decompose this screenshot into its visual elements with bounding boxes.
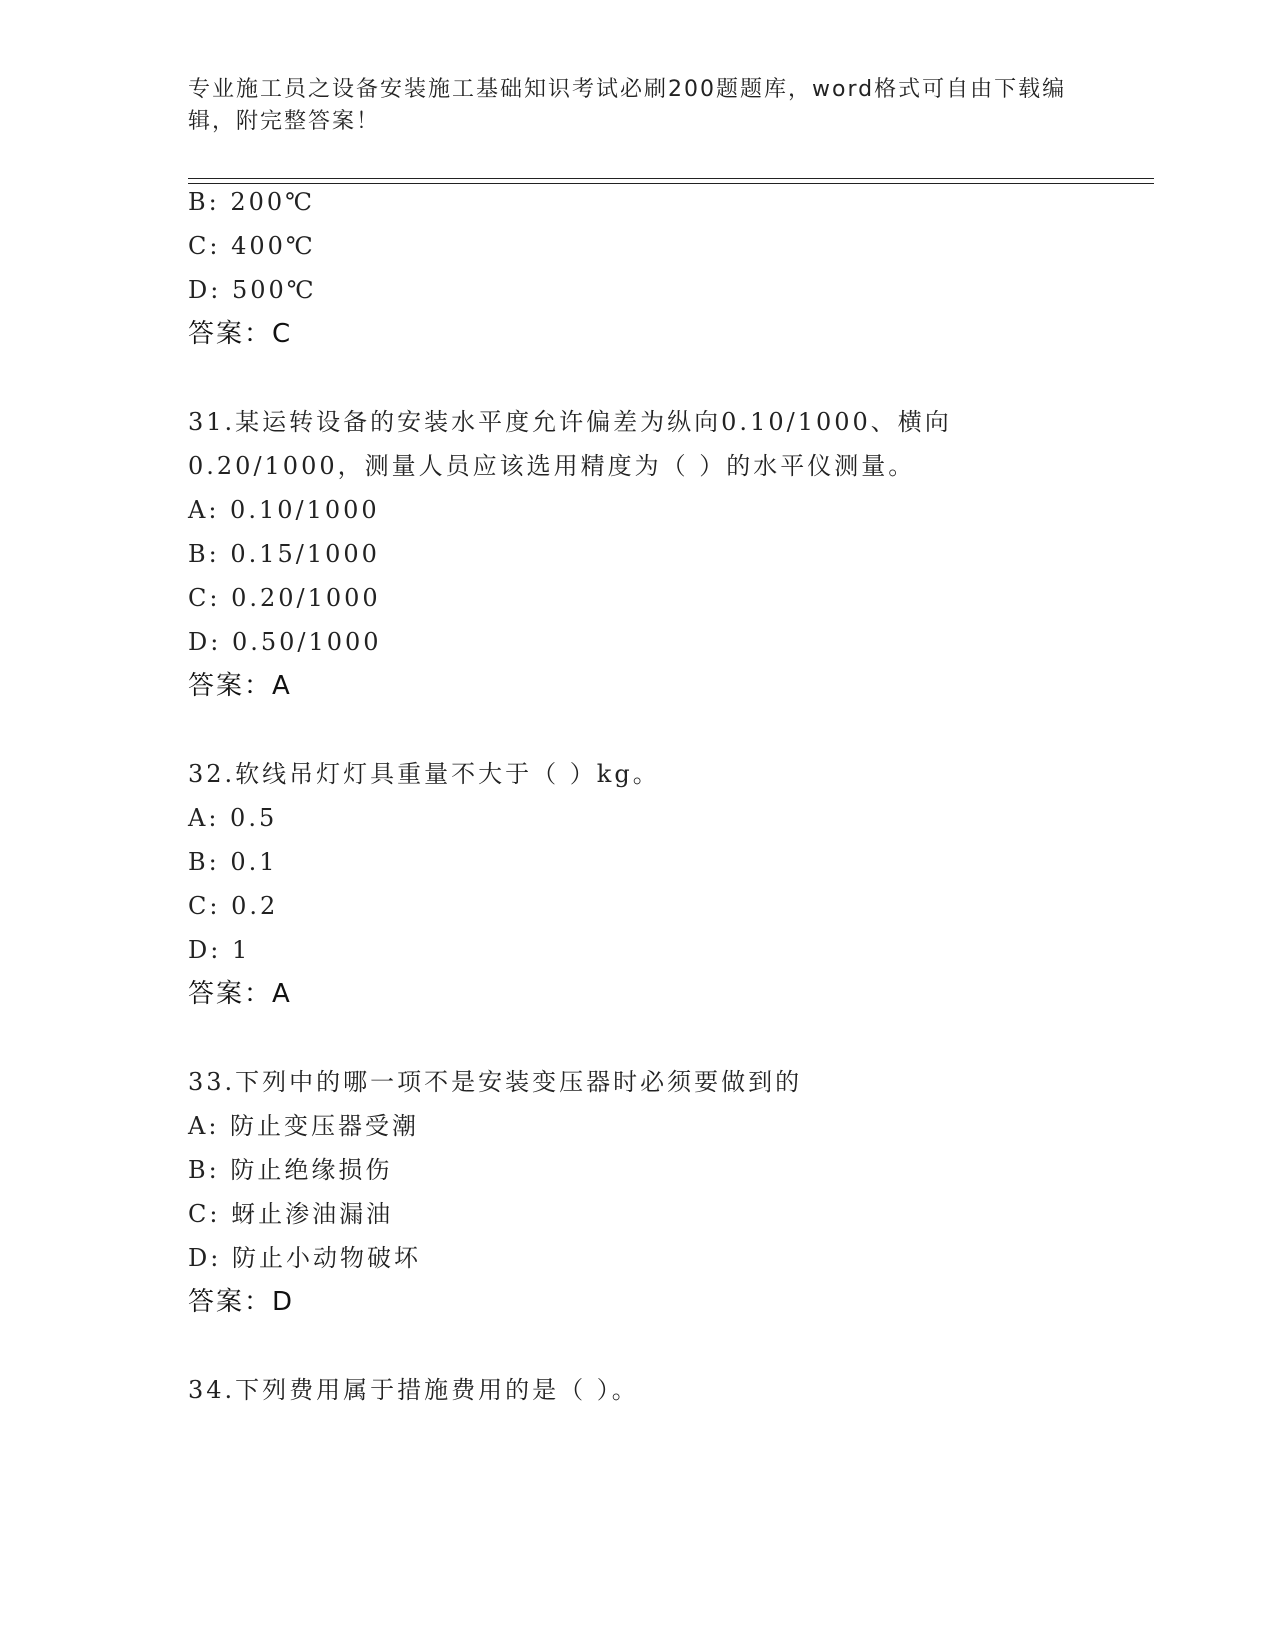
option-a: A: 防止变压器受潮 bbox=[188, 1112, 420, 1140]
answer: 答案：C bbox=[188, 319, 293, 349]
option-b: B: 0.1 bbox=[188, 848, 278, 876]
question-stem: 31.某运转设备的安装水平度允许偏差为纵向0.10/1000、横向 bbox=[188, 408, 952, 436]
answer: 答案：D bbox=[188, 1287, 295, 1317]
answer: 答案：A bbox=[188, 979, 292, 1009]
question-stem: 33.下列中的哪一项不是安装变压器时必须要做到的 bbox=[188, 1068, 803, 1096]
option-c: C: 0.20/1000 bbox=[188, 584, 381, 612]
option-b: B: 防止绝缘损伤 bbox=[188, 1156, 393, 1184]
option-b: B: 200℃ bbox=[188, 188, 316, 216]
option-c: C: 400℃ bbox=[188, 232, 316, 260]
header-divider-top bbox=[188, 178, 1154, 179]
option-b: B: 0.15/1000 bbox=[188, 540, 380, 568]
question-stem: 0.20/1000，测量人员应该选用精度为（ ）的水平仪测量。 bbox=[188, 452, 916, 480]
option-c: C: 0.2 bbox=[188, 892, 279, 920]
option-d: D: 防止小动物破坏 bbox=[188, 1244, 421, 1272]
question-stem: 34.下列费用属于措施费用的是（ ）。 bbox=[188, 1376, 639, 1404]
question-stem: 32.软线吊灯灯具重量不大于（ ）kg。 bbox=[188, 760, 660, 788]
option-a: A: 0.10/1000 bbox=[188, 496, 380, 524]
header-divider-bottom bbox=[188, 183, 1154, 184]
option-a: A: 0.5 bbox=[188, 804, 278, 832]
option-c: C: 蚜止渗油漏油 bbox=[188, 1200, 394, 1228]
option-d: D: 500℃ bbox=[188, 276, 317, 304]
option-d: D: 0.50/1000 bbox=[188, 628, 382, 656]
answer: 答案：A bbox=[188, 671, 292, 701]
option-d: D: 1 bbox=[188, 936, 251, 964]
document-title: 专业施工员之设备安装施工基础知识考试必刷200题题库，word格式可自由下载编辑，附完整答案！ bbox=[188, 77, 1067, 134]
